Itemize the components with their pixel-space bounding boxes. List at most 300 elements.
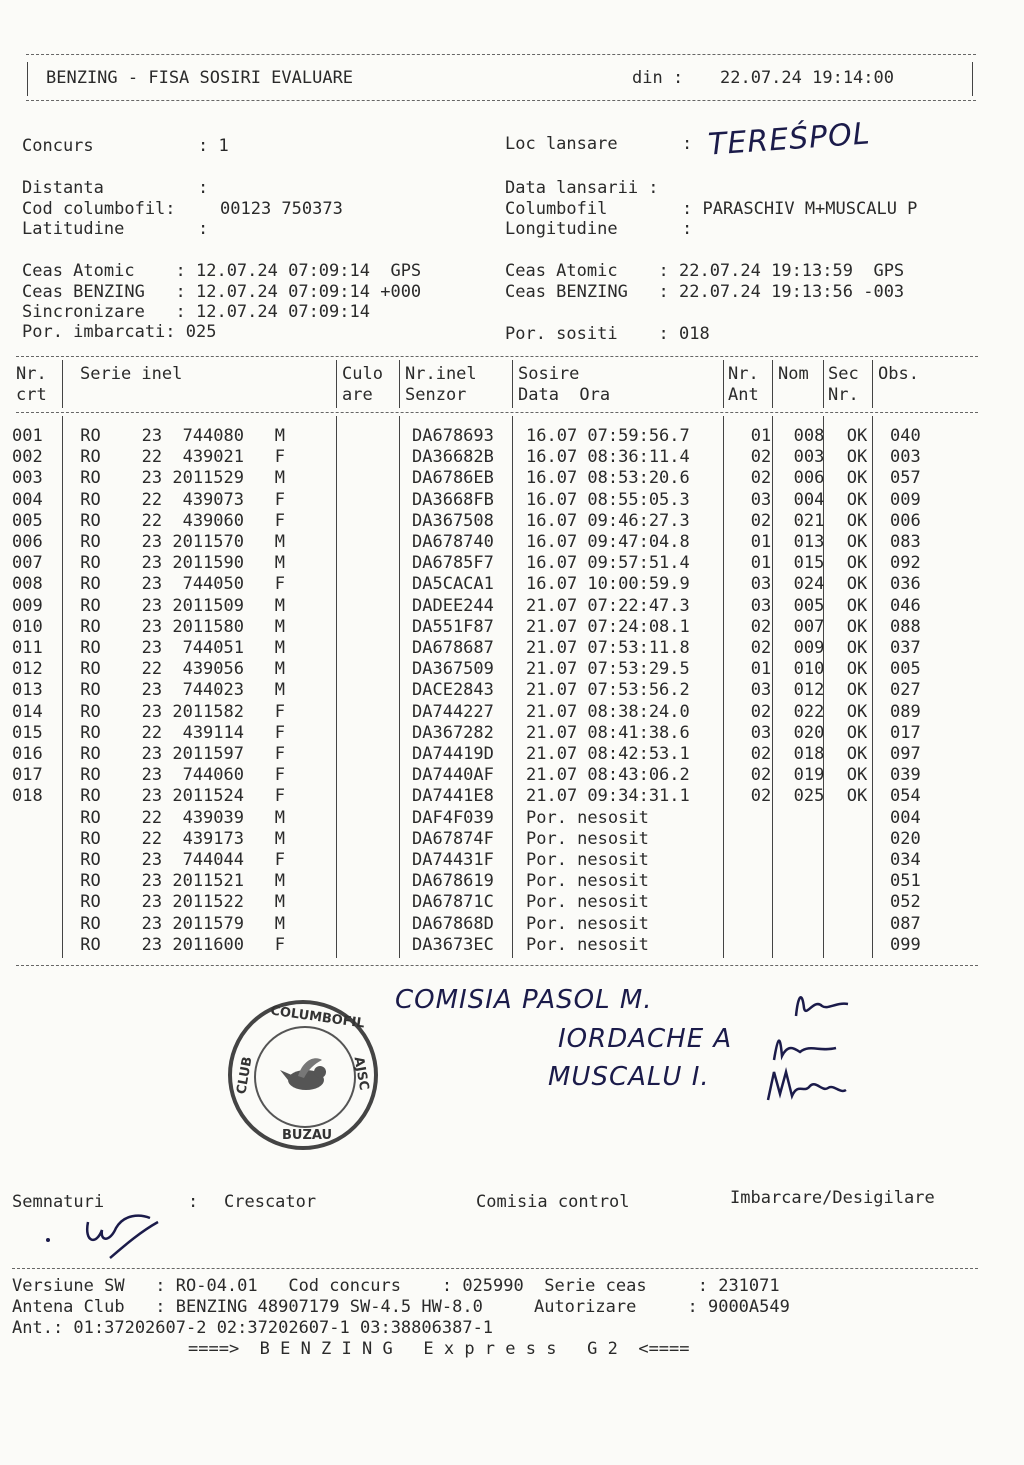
cell-sec-nr: OK (846, 638, 868, 659)
cell-nr-ant (736, 914, 786, 935)
cell-nr-crt: 014 (12, 701, 43, 722)
cell-nom: 010 (793, 659, 825, 680)
loc-lansare-sep: : (682, 134, 693, 154)
arrivals-table-body (12, 426, 980, 956)
cell-nom: 013 (793, 532, 825, 553)
cell-nom: 019 (793, 765, 825, 786)
cell-sosire: 16.07 09:46:27.3 (526, 510, 690, 531)
cell-nr-crt: 005 (12, 510, 43, 531)
cell-sosire: 21.07 08:38:24.0 (526, 701, 690, 722)
cell-sec-nr: OK (846, 722, 868, 743)
cell-sec-nr: OK (846, 532, 868, 553)
cell-nr-crt (12, 935, 70, 956)
table-row (12, 490, 980, 511)
header-border-left (27, 62, 28, 96)
cell-senzor: DADEE244 (412, 595, 494, 616)
table-top-rule (16, 356, 978, 357)
cell-serie-inel: RO 22 439060 F (70, 510, 285, 531)
cell-nr-crt: 016 (12, 744, 43, 765)
cell-obs: 088 (890, 616, 921, 637)
cell-nr-crt: 013 (12, 680, 43, 701)
cell-senzor: DACE2843 (412, 680, 494, 701)
cell-serie-inel: RO 23 744080 M (70, 426, 285, 446)
cell-nr-ant: 03 (750, 595, 772, 616)
cell-sosire: 16.07 10:00:59.9 (526, 574, 690, 595)
cell-nr-crt: 004 (12, 489, 43, 510)
cell-senzor: DA74431F (412, 850, 494, 871)
ceas-benzing-start: Ceas BENZING : 12.07.24 07:09:14 +000 (22, 282, 422, 302)
cell-serie-inel: RO 22 439173 M (70, 828, 285, 849)
cell-nr-crt: 009 (12, 595, 43, 616)
cell-nr-ant: 02 (750, 616, 772, 637)
cell-nr-ant: 02 (750, 638, 772, 659)
cell-nr-ant: 02 (750, 510, 772, 531)
cell-nom (786, 808, 832, 829)
cell-sec-nr: OK (846, 786, 868, 807)
cell-nom: 012 (793, 680, 825, 701)
cell-obs: 027 (890, 680, 921, 701)
cell-sec-nr (832, 935, 882, 956)
cell-nom (786, 935, 832, 956)
cell-nr-ant: 01 (750, 532, 772, 553)
cell-senzor: DA67874F (412, 828, 494, 849)
columbofil-label: Columbofil (505, 199, 608, 219)
cell-culoare (348, 447, 412, 468)
th-data-ora: Data Ora (518, 385, 611, 405)
cell-nom: 006 (793, 468, 825, 489)
cell-serie-inel: RO 22 439073 F (70, 489, 285, 510)
cell-nom: 007 (793, 616, 825, 637)
cell-culoare (348, 659, 412, 680)
report-title: BENZING - FISA SOSIRI EVALUARE (46, 68, 354, 88)
cell-senzor: DAF4F039 (412, 807, 494, 828)
cell-nr-crt (12, 914, 70, 935)
cell-nr-crt: 007 (12, 553, 43, 574)
cell-sec-nr: OK (846, 468, 868, 489)
cell-senzor: DA6785F7 (412, 553, 494, 574)
stamp-text-right: AJSC (350, 1055, 372, 1092)
cell-sosire: 21.07 08:43:06.2 (526, 765, 690, 786)
cell-serie-inel: RO 22 439114 F (70, 722, 285, 743)
cell-obs: 009 (890, 489, 921, 510)
cell-obs: 005 (890, 659, 921, 680)
signature-crescator-label: Crescator (224, 1192, 317, 1212)
cell-obs: 036 (890, 574, 921, 595)
signature-muscalu (764, 1064, 850, 1108)
footer-antenna-line: Antena Club : BENZING 48907179 SW-4.5 HW-8.0 Autorizare : 9000A549 (12, 1297, 790, 1317)
concurs-value: : 1 (198, 136, 229, 156)
cell-obs: 089 (890, 701, 921, 722)
cell-sec-nr: OK (846, 426, 868, 446)
cell-nr-ant: 03 (750, 722, 772, 743)
stamp-text-left: CLUB (234, 1055, 256, 1096)
cell-sec-nr: OK (846, 447, 868, 468)
cell-sosire: 21.07 07:53:56.2 (526, 680, 690, 701)
cell-senzor: DA3673EC (412, 934, 494, 955)
cell-obs: 054 (890, 786, 921, 807)
footer-rule (12, 1268, 978, 1269)
cell-serie-inel: RO 23 2011600 F (70, 934, 285, 955)
cell-senzor: DA678740 (412, 532, 494, 553)
cell-obs: 040 (890, 426, 921, 446)
loc-lansare-handwritten: TEREŚPOL (706, 116, 872, 163)
cell-sosire: 21.07 09:34:31.1 (526, 786, 690, 807)
col-sep (62, 360, 63, 408)
cell-nr-ant: 02 (750, 447, 772, 468)
cell-nr-ant: 02 (750, 468, 772, 489)
commission-line-1: COMISIA PASOL M. (395, 985, 653, 1015)
cell-nr-ant: 01 (750, 659, 772, 680)
th-sec-2: Nr. (828, 385, 859, 405)
cell-serie-inel: RO 22 439039 M (70, 807, 285, 828)
cell-culoare (348, 723, 412, 744)
cell-nom: 022 (793, 701, 825, 722)
th-nr: Nr. (16, 364, 47, 384)
cell-serie-inel: RO 23 2011521 M (70, 871, 285, 892)
cell-culoare (348, 680, 412, 701)
table-bottom-rule (16, 965, 978, 966)
cell-nom: 020 (793, 722, 825, 743)
cell-sec-nr: OK (846, 510, 868, 531)
cell-sec-nr: OK (846, 574, 868, 595)
cell-culoare (348, 596, 412, 617)
cell-obs: 003 (890, 447, 921, 468)
cell-nom: 004 (793, 489, 825, 510)
cell-culoare (348, 892, 412, 913)
header-border-top (26, 54, 976, 55)
cell-nr-ant: 01 (750, 553, 772, 574)
cell-nr-ant (736, 892, 786, 913)
table-row (12, 829, 980, 850)
cell-culoare (348, 935, 412, 956)
cell-obs: 004 (890, 807, 921, 828)
cell-senzor: DA367508 (412, 510, 494, 531)
th-nr-ant-2: Ant (728, 385, 759, 405)
report-date-label: din : (632, 68, 684, 88)
cell-sec-nr: OK (846, 701, 868, 722)
data-lansarii-label: Data lansarii : (505, 178, 659, 198)
th-obs: Obs. (878, 364, 919, 384)
col-sep (823, 360, 824, 408)
cell-sosire: 16.07 09:57:51.4 (526, 553, 690, 574)
cell-obs: 057 (890, 468, 921, 489)
cell-obs: 052 (890, 892, 921, 913)
cell-culoare (348, 532, 412, 553)
sincronizare: Sincronizare : 12.07.24 07:09:14 (22, 302, 370, 322)
cell-nom (786, 892, 832, 913)
cell-sec-nr: OK (846, 616, 868, 637)
th-sosire: Sosire (518, 364, 580, 384)
signatures-label: Semnaturi (12, 1192, 105, 1212)
th-culoare-1: Culo (342, 364, 383, 384)
table-row (12, 744, 980, 765)
cell-nr-crt: 010 (12, 616, 43, 637)
signature-comisia-label: Comisia control (476, 1192, 630, 1212)
cod-columbofil-label: Cod columbofil: (22, 199, 176, 219)
th-nr-inel: Nr.inel (405, 364, 477, 384)
cell-culoare (348, 574, 412, 595)
cell-senzor: DA551F87 (412, 616, 494, 637)
porumbei-imbarcati: Por. imbarcati: 025 (22, 322, 217, 342)
cell-serie-inel: RO 23 2011580 M (70, 616, 285, 637)
cell-nr-ant (736, 935, 786, 956)
th-senzor: Senzor (405, 385, 467, 405)
col-sep (872, 360, 873, 408)
cell-obs: 017 (890, 722, 921, 743)
table-row (12, 468, 980, 489)
ceas-atomic-start: Ceas Atomic : 12.07.24 07:09:14 GPS (22, 261, 422, 281)
ceas-atomic-end: Ceas Atomic : 22.07.24 19:13:59 GPS (505, 261, 905, 281)
cell-nr-crt: 012 (12, 659, 43, 680)
cell-sosire: 21.07 07:22:47.3 (526, 595, 690, 616)
cell-nom (786, 829, 832, 850)
col-sep (772, 360, 773, 408)
cell-nr-ant (736, 829, 786, 850)
cell-nr-crt: 015 (12, 722, 43, 743)
cell-senzor: DA678687 (412, 638, 494, 659)
arrivals-table (12, 426, 980, 956)
table-row (12, 765, 980, 786)
report-date-value: 22.07.24 19:14:00 (720, 68, 894, 88)
footer-ant-line: Ant.: 01:37202607-2 02:37202607-1 03:38806387-1 (12, 1318, 494, 1338)
cell-nom (786, 871, 832, 892)
col-sep (336, 360, 337, 408)
cell-nom: 024 (793, 574, 825, 595)
cell-nr-crt: 002 (12, 447, 43, 468)
cell-sosire: 16.07 08:53:20.6 (526, 468, 690, 489)
cell-culoare (348, 786, 412, 807)
cell-culoare (348, 829, 412, 850)
cell-nom: 018 (793, 744, 825, 765)
signature-crescator (40, 1208, 170, 1268)
cell-obs: 037 (890, 638, 921, 659)
header-border-right (972, 62, 973, 96)
cell-obs: 099 (890, 934, 921, 955)
cell-nom: 015 (793, 553, 825, 574)
table-row (12, 574, 980, 595)
pigeon-icon (278, 1050, 334, 1106)
col-sep (399, 360, 400, 408)
porumbei-sositi: Por. sositi : 018 (505, 324, 710, 344)
columbofil-value: : PARASCHIV M+MUSCALU P (682, 199, 918, 219)
table-row (12, 617, 980, 638)
table-row (12, 426, 980, 447)
cell-obs: 083 (890, 532, 921, 553)
cell-nr-ant: 03 (750, 680, 772, 701)
cell-sosire: 21.07 08:41:38.6 (526, 722, 690, 743)
table-row (12, 786, 980, 807)
cell-nr-crt: 001 (12, 426, 43, 446)
cell-obs: 006 (890, 510, 921, 531)
cell-culoare (348, 638, 412, 659)
cell-nr-ant: 02 (750, 786, 772, 807)
cell-nr-ant: 03 (750, 489, 772, 510)
cell-culoare (348, 617, 412, 638)
cell-senzor: DA74419D (412, 744, 494, 765)
cell-nom (786, 914, 832, 935)
cell-culoare (348, 702, 412, 723)
cell-culoare (348, 744, 412, 765)
table-row (12, 532, 980, 553)
cell-sec-nr: OK (846, 595, 868, 616)
cell-nr-ant (736, 871, 786, 892)
cell-sosire: Por. nesosit (526, 871, 649, 892)
signatures-sep: : (188, 1192, 199, 1212)
cell-senzor: DA367509 (412, 659, 494, 680)
cell-sec-nr (832, 829, 882, 850)
table-row (12, 935, 980, 956)
cell-culoare (348, 871, 412, 892)
cell-sec-nr: OK (846, 659, 868, 680)
cell-sec-nr (832, 850, 882, 871)
cell-nom (786, 850, 832, 871)
cell-nr-crt: 006 (12, 532, 43, 553)
cell-serie-inel: RO 23 744060 F (70, 765, 285, 786)
cell-senzor: DA3668FB (412, 489, 494, 510)
club-stamp (228, 1000, 378, 1150)
cell-nom: 003 (793, 447, 825, 468)
cell-sosire: Por. nesosit (526, 913, 649, 934)
cell-nom: 025 (793, 786, 825, 807)
longitudine-value: : (682, 219, 693, 239)
table-header-rule (16, 412, 978, 413)
cell-obs: 092 (890, 553, 921, 574)
cell-serie-inel: RO 22 439021 F (70, 447, 285, 468)
table-row (12, 914, 980, 935)
cell-obs: 039 (890, 765, 921, 786)
cell-culoare (348, 553, 412, 574)
cell-sec-nr: OK (846, 680, 868, 701)
table-row (12, 511, 980, 532)
cell-culoare (348, 808, 412, 829)
table-row (12, 553, 980, 574)
cell-nr-crt (12, 892, 70, 913)
signature-pasol (792, 988, 852, 1022)
cell-culoare (348, 914, 412, 935)
cell-culoare (348, 850, 412, 871)
cell-obs: 046 (890, 595, 921, 616)
cell-sosire: Por. nesosit (526, 892, 649, 913)
latitudine-value: : (198, 219, 209, 239)
table-row (12, 702, 980, 723)
cell-nom: 021 (793, 510, 825, 531)
th-culoare-2: are (342, 385, 373, 405)
cell-serie-inel: RO 23 2011524 F (70, 786, 285, 807)
cell-sosire: 16.07 09:47:04.8 (526, 532, 690, 553)
cell-senzor: DA678619 (412, 871, 494, 892)
cell-serie-inel: RO 23 2011522 M (70, 892, 285, 913)
cell-nom: 005 (793, 595, 825, 616)
cell-senzor: DA678693 (412, 426, 494, 446)
cell-obs: 051 (890, 871, 921, 892)
cell-obs: 020 (890, 828, 921, 849)
cell-sosire: 21.07 07:53:11.8 (526, 638, 690, 659)
th-sec-1: Sec (828, 364, 859, 384)
loc-lansare-label: Loc lansare (505, 134, 618, 154)
cell-serie-inel: RO 23 2011570 M (70, 532, 285, 553)
concurs-label: Concurs (22, 136, 94, 156)
cell-nr-ant: 02 (750, 744, 772, 765)
cell-nr-crt: 008 (12, 574, 43, 595)
cell-senzor: DA6786EB (412, 468, 494, 489)
table-row (12, 596, 980, 617)
cell-nr-ant: 02 (750, 701, 772, 722)
cell-nr-ant: 03 (750, 574, 772, 595)
commission-line-3: MUSCALU I. (548, 1062, 710, 1092)
cell-sec-nr (832, 808, 882, 829)
table-row (12, 723, 980, 744)
cell-nr-crt (12, 808, 70, 829)
cell-nom: 009 (793, 638, 825, 659)
cell-senzor: DA67868D (412, 913, 494, 934)
cell-sosire: Por. nesosit (526, 807, 649, 828)
cell-nr-crt: 003 (12, 468, 43, 489)
footer-version-line: Versiune SW : RO-04.01 Cod concurs : 025990 Serie ceas : 231071 (12, 1276, 780, 1296)
cell-senzor: DA5CACA1 (412, 574, 494, 595)
cod-columbofil-value: 00123 750373 (220, 199, 343, 219)
table-row (12, 892, 980, 913)
cell-sosire: 21.07 08:42:53.1 (526, 744, 690, 765)
signature-imbarcare-label: Imbarcare/Desigilare (730, 1188, 935, 1208)
cell-sec-nr (832, 914, 882, 935)
table-row (12, 638, 980, 659)
cell-serie-inel: RO 23 2011597 F (70, 744, 285, 765)
cell-sec-nr: OK (846, 765, 868, 786)
cell-senzor: DA744227 (412, 701, 494, 722)
cell-nr-crt (12, 871, 70, 892)
distanta-value: : (198, 178, 209, 198)
latitudine-label: Latitudine (22, 219, 125, 239)
th-nom: Nom (778, 364, 809, 384)
cell-culoare (348, 490, 412, 511)
cell-sec-nr (832, 892, 882, 913)
cell-serie-inel: RO 23 2011579 M (70, 913, 285, 934)
cell-sosire: 16.07 07:59:56.7 (526, 426, 690, 446)
table-row (12, 447, 980, 468)
cell-sosire: 21.07 07:53:29.5 (526, 659, 690, 680)
table-row (12, 808, 980, 829)
cell-culoare (348, 511, 412, 532)
cell-sosire: 21.07 07:24:08.1 (526, 616, 690, 637)
cell-senzor: DA36682B (412, 447, 494, 468)
table-row (12, 680, 980, 701)
cell-senzor: DA7440AF (412, 765, 494, 786)
table-row (12, 850, 980, 871)
th-serie-inel: Serie inel (80, 364, 183, 384)
cell-nr-crt: 017 (12, 765, 43, 786)
cell-nr-ant: 01 (750, 426, 772, 446)
cell-sosire: Por. nesosit (526, 850, 649, 871)
cell-obs: 097 (890, 744, 921, 765)
table-row (12, 871, 980, 892)
ceas-benzing-end: Ceas BENZING : 22.07.24 19:13:56 -003 (505, 282, 905, 302)
cell-obs: 034 (890, 850, 921, 871)
footer-brand-line: ====> B E N Z I N G E x p r e s s G 2 <==== (188, 1339, 690, 1359)
cell-senzor: DA67871C (412, 892, 494, 913)
cell-serie-inel: RO 23 744051 M (70, 638, 285, 659)
cell-culoare (348, 426, 412, 447)
cell-obs: 087 (890, 913, 921, 934)
cell-nr-crt (12, 829, 70, 850)
cell-culoare (348, 468, 412, 489)
cell-serie-inel: RO 23 2011590 M (70, 553, 285, 574)
cell-serie-inel: RO 23 2011529 M (70, 468, 285, 489)
cell-sosire: 16.07 08:36:11.4 (526, 447, 690, 468)
cell-nr-ant (736, 808, 786, 829)
cell-sec-nr: OK (846, 744, 868, 765)
col-sep (723, 360, 724, 408)
cell-serie-inel: RO 23 744050 F (70, 574, 285, 595)
